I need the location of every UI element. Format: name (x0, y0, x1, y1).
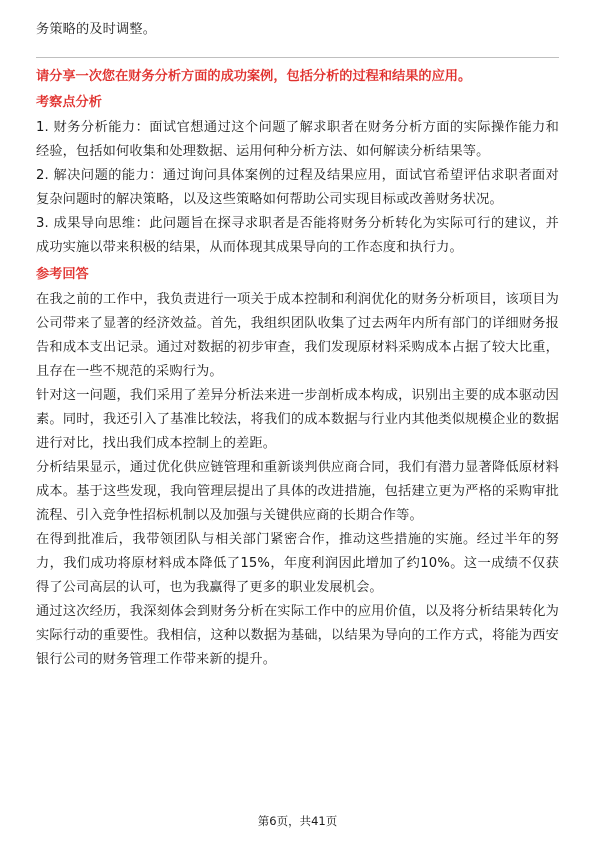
analysis-point: 3. 成果导向思维：此问题旨在探寻求职者是否能将财务分析转化为实际可行的建议，并成功实施以带来积极的结果，从而体现其成果导向的工作态度和执行力。 (36, 216, 559, 255)
top-fragment: 务策略的及时调整。 (36, 22, 157, 37)
analysis-point: 2. 解决问题的能力：通过询问具体案例的过程及结果应用，面试官希望评估求职者面对复杂问题时的解决策略，以及这些策略如何帮助公司实现目标或改善财务状况。 (36, 168, 559, 207)
answer-paragraph: 通过这次经历，我深刻体会到财务分析在实际工作中的应用价值，以及将分析结果转化为实际行动的重要性。我相信，这种以数据为基础，以结果为导向的工作方式，将能为西安银行公司的财务管理工作带来新的提升。 (36, 604, 559, 667)
answer-paragraph: 在我之前的工作中，我负责进行一项关于成本控制和利润优化的财务分析项目，该项目为公司带来了显著的经济效益。首先，我组织团队收集了过去两年内所有部门的详细财务报告和成本支出记录。通过对数据的初步审查，我们发现原材料采购成本占据了较大比重，且存在一些不规范的采购行为。 (36, 292, 559, 379)
answer-title: 参考回答 (36, 267, 89, 282)
question-heading: 请分享一次您在财务分析方面的成功案例，包括分析的过程和结果的应用。 (36, 69, 472, 84)
answer-paragraph: 在得到批准后，我带领团队与相关部门紧密合作，推动这些措施的实施。经过半年的努力，我们成功将原材料成本降低了15%，年度利润因此增加了约10%。这一成绩不仅获得了公司高层的认可，也为我赢得了更多的职业发展机会。 (36, 532, 559, 595)
answer-paragraph: 分析结果显示，通过优化供应链管理和重新谈判供应商合同，我们有潜力显著降低原材料成本。基于这些发现，我向管理层提出了具体的改进措施，包括建立更为严格的采购审批流程、引入竞争性招标机制以及加强与关键供应商的长期合作等。 (36, 460, 559, 523)
answer-paragraph: 针对这一问题，我们采用了差异分析法来进一步剖析成本构成，识别出主要的成本驱动因素。同时，我还引入了基准比较法，将我们的成本数据与行业内其他类似规模企业的数据进行对比，找出我们成本控制上的差距。 (36, 388, 559, 451)
analysis-point: 1. 财务分析能力：面试官想通过这个问题了解求职者在财务分析方面的实际操作能力和经验，包括如何收集和处理数据、运用何种分析方法、如何解读分析结果等。 (36, 120, 559, 159)
analysis-title: 考察点分析 (36, 95, 102, 110)
divider (36, 57, 559, 58)
document-page (36, 18, 559, 672)
page-footer: 第6页，共41页 (257, 814, 338, 828)
